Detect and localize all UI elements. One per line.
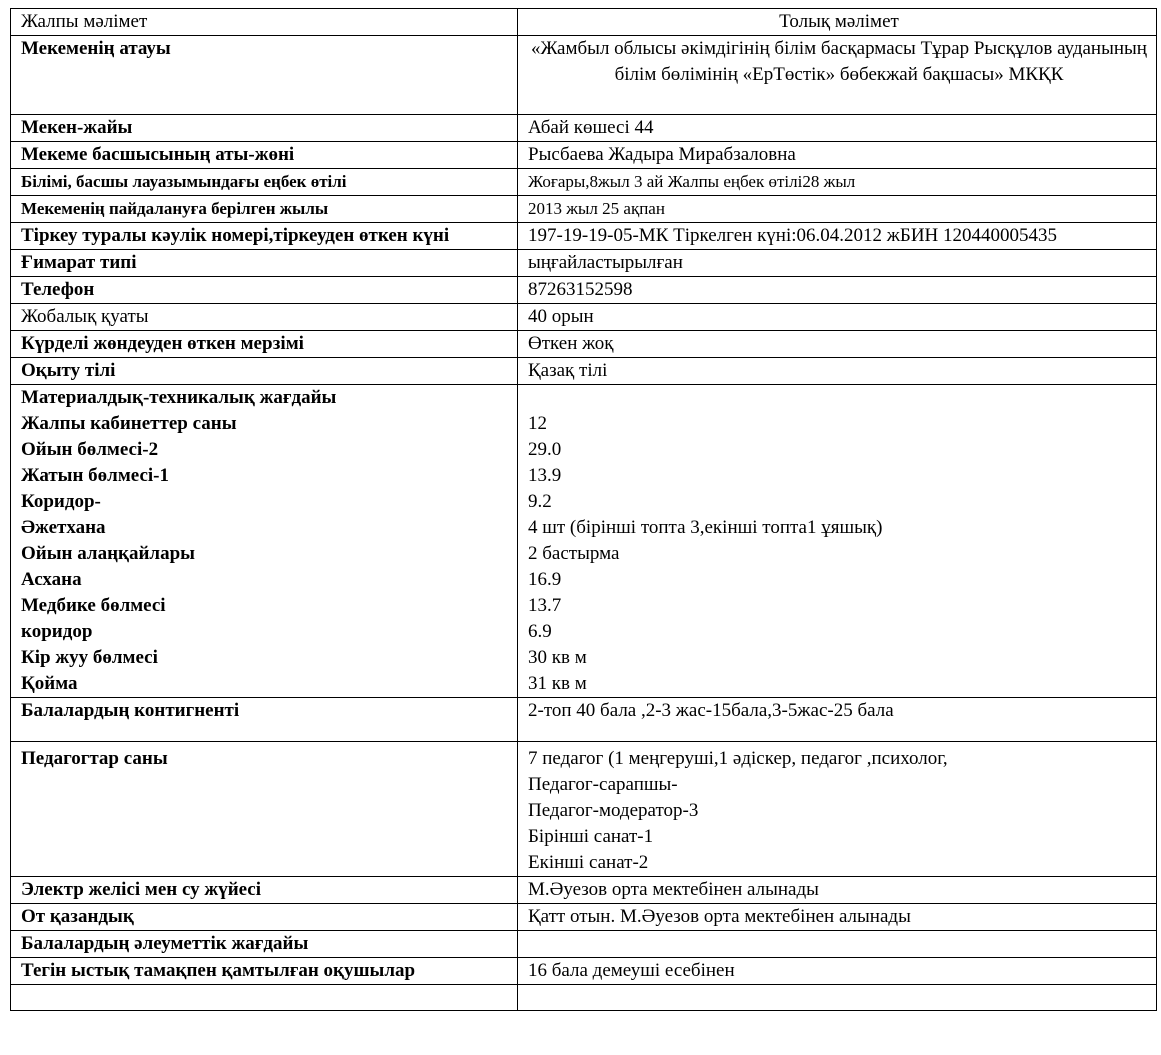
label-registration: Тіркеу туралы кәулік номері,тіркеуден өткен күні bbox=[11, 223, 518, 250]
value-renovation: Өткен жоқ bbox=[518, 331, 1157, 358]
value-director: Рысбаева Жадыра Мирабзаловна bbox=[518, 142, 1157, 169]
row-free-meals bbox=[11, 958, 1157, 985]
label-empty bbox=[11, 985, 518, 1011]
label-director: Мекеме басшысының аты-жөні bbox=[11, 142, 518, 169]
table-header-row bbox=[11, 9, 1157, 36]
label-teachers: Педагогтар саны bbox=[11, 742, 518, 877]
label-boiler: От қазандық bbox=[11, 904, 518, 931]
value-institution-name: «Жамбыл облысы әкімдігінің білім басқармасы Тұрар Рысқұлов ауданының білім бөлімінің «ЕрТөстік» бөбекжай бақшасы» МКҚК bbox=[518, 36, 1157, 115]
value-capacity: 40 орын bbox=[518, 304, 1157, 331]
row-commission-year bbox=[11, 196, 1157, 223]
row-utilities bbox=[11, 877, 1157, 904]
value-registration: 197-19-19-05-МК Тіркелген күні:06.04.2012 жБИН 120440005435 bbox=[518, 223, 1157, 250]
value-language: Қазақ тілі bbox=[518, 358, 1157, 385]
label-renovation: Күрделі жөндеуден өткен мерзімі bbox=[11, 331, 518, 358]
header-general-info: Жалпы мәлімет bbox=[11, 9, 518, 36]
row-empty bbox=[11, 985, 1157, 1011]
row-social-status bbox=[11, 931, 1157, 958]
value-boiler: Қатт отын. М.Әуезов орта мектебінен алынады bbox=[518, 904, 1157, 931]
value-phone: 87263152598 bbox=[518, 277, 1157, 304]
row-boiler bbox=[11, 904, 1157, 931]
row-registration bbox=[11, 223, 1157, 250]
row-language bbox=[11, 358, 1157, 385]
label-address: Мекен-жайы bbox=[11, 115, 518, 142]
value-children-count: 2-топ 40 бала ,2-3 жас-15бала,3-5жас-25 бала bbox=[518, 698, 1157, 742]
value-facilities: 12 29.0 13.9 9.2 4 шт (бірінші топта 3,екінші топта1 ұяшық) 2 бастырма 16.9 13.7 6.9 30 кв м 31 кв м bbox=[518, 385, 1157, 698]
row-renovation bbox=[11, 331, 1157, 358]
value-empty bbox=[518, 985, 1157, 1011]
row-children-count bbox=[11, 698, 1157, 742]
row-teachers bbox=[11, 742, 1157, 877]
value-utilities: М.Әуезов орта мектебінен алынады bbox=[518, 877, 1157, 904]
header-full-info: Толық мәлімет bbox=[518, 9, 1157, 36]
label-facilities: Материалдық-техникалық жағдайы Жалпы кабинеттер саны Ойын бөлмесі-2 Жатын бөлмесі-1 Коридор- Әжетхана Ойын алаңқайлары Асхана Медбике бөлмесі коридор Кір жуу бөлмесі Қойма bbox=[11, 385, 518, 698]
value-social-status bbox=[518, 931, 1157, 958]
row-facilities bbox=[11, 385, 1157, 698]
label-commission-year: Мекеменің пайдалануға берілген жылы bbox=[11, 196, 518, 223]
value-building-type: ыңғайластырылған bbox=[518, 250, 1157, 277]
row-institution-name bbox=[11, 36, 1157, 115]
label-free-meals: Тегін ыстық тамақпен қамтылған оқушылар bbox=[11, 958, 518, 985]
label-social-status: Балалардың әлеуметтік жағдайы bbox=[11, 931, 518, 958]
row-capacity bbox=[11, 304, 1157, 331]
value-education-experience: Жоғары,8жыл 3 ай Жалпы еңбек өтілі28 жыл bbox=[518, 169, 1157, 196]
label-children-count: Балалардың контигненті bbox=[11, 698, 518, 742]
label-institution-name: Мекеменің атауы bbox=[11, 36, 518, 115]
label-phone: Телефон bbox=[11, 277, 518, 304]
row-address bbox=[11, 115, 1157, 142]
value-teachers: 7 педагог (1 меңгеруші,1 әдіскер, педагог ,психолог, Педагог-сарапшы- Педагог-модератор-3 Бірінші санат-1 Екінші санат-2 bbox=[518, 742, 1157, 877]
label-capacity: Жобалық қуаты bbox=[11, 304, 518, 331]
value-address: Абай көшесі 44 bbox=[518, 115, 1157, 142]
row-director bbox=[11, 142, 1157, 169]
info-table bbox=[10, 8, 1157, 1011]
row-education-experience bbox=[11, 169, 1157, 196]
label-language: Оқыту тілі bbox=[11, 358, 518, 385]
value-free-meals: 16 бала демеуші есебінен bbox=[518, 958, 1157, 985]
label-education-experience: Білімі, басшы лауазымындағы еңбек өтілі bbox=[11, 169, 518, 196]
row-phone bbox=[11, 277, 1157, 304]
label-utilities: Электр желісі мен су жүйесі bbox=[11, 877, 518, 904]
row-building-type bbox=[11, 250, 1157, 277]
label-building-type: Ғимарат типі bbox=[11, 250, 518, 277]
value-commission-year: 2013 жыл 25 ақпан bbox=[518, 196, 1157, 223]
